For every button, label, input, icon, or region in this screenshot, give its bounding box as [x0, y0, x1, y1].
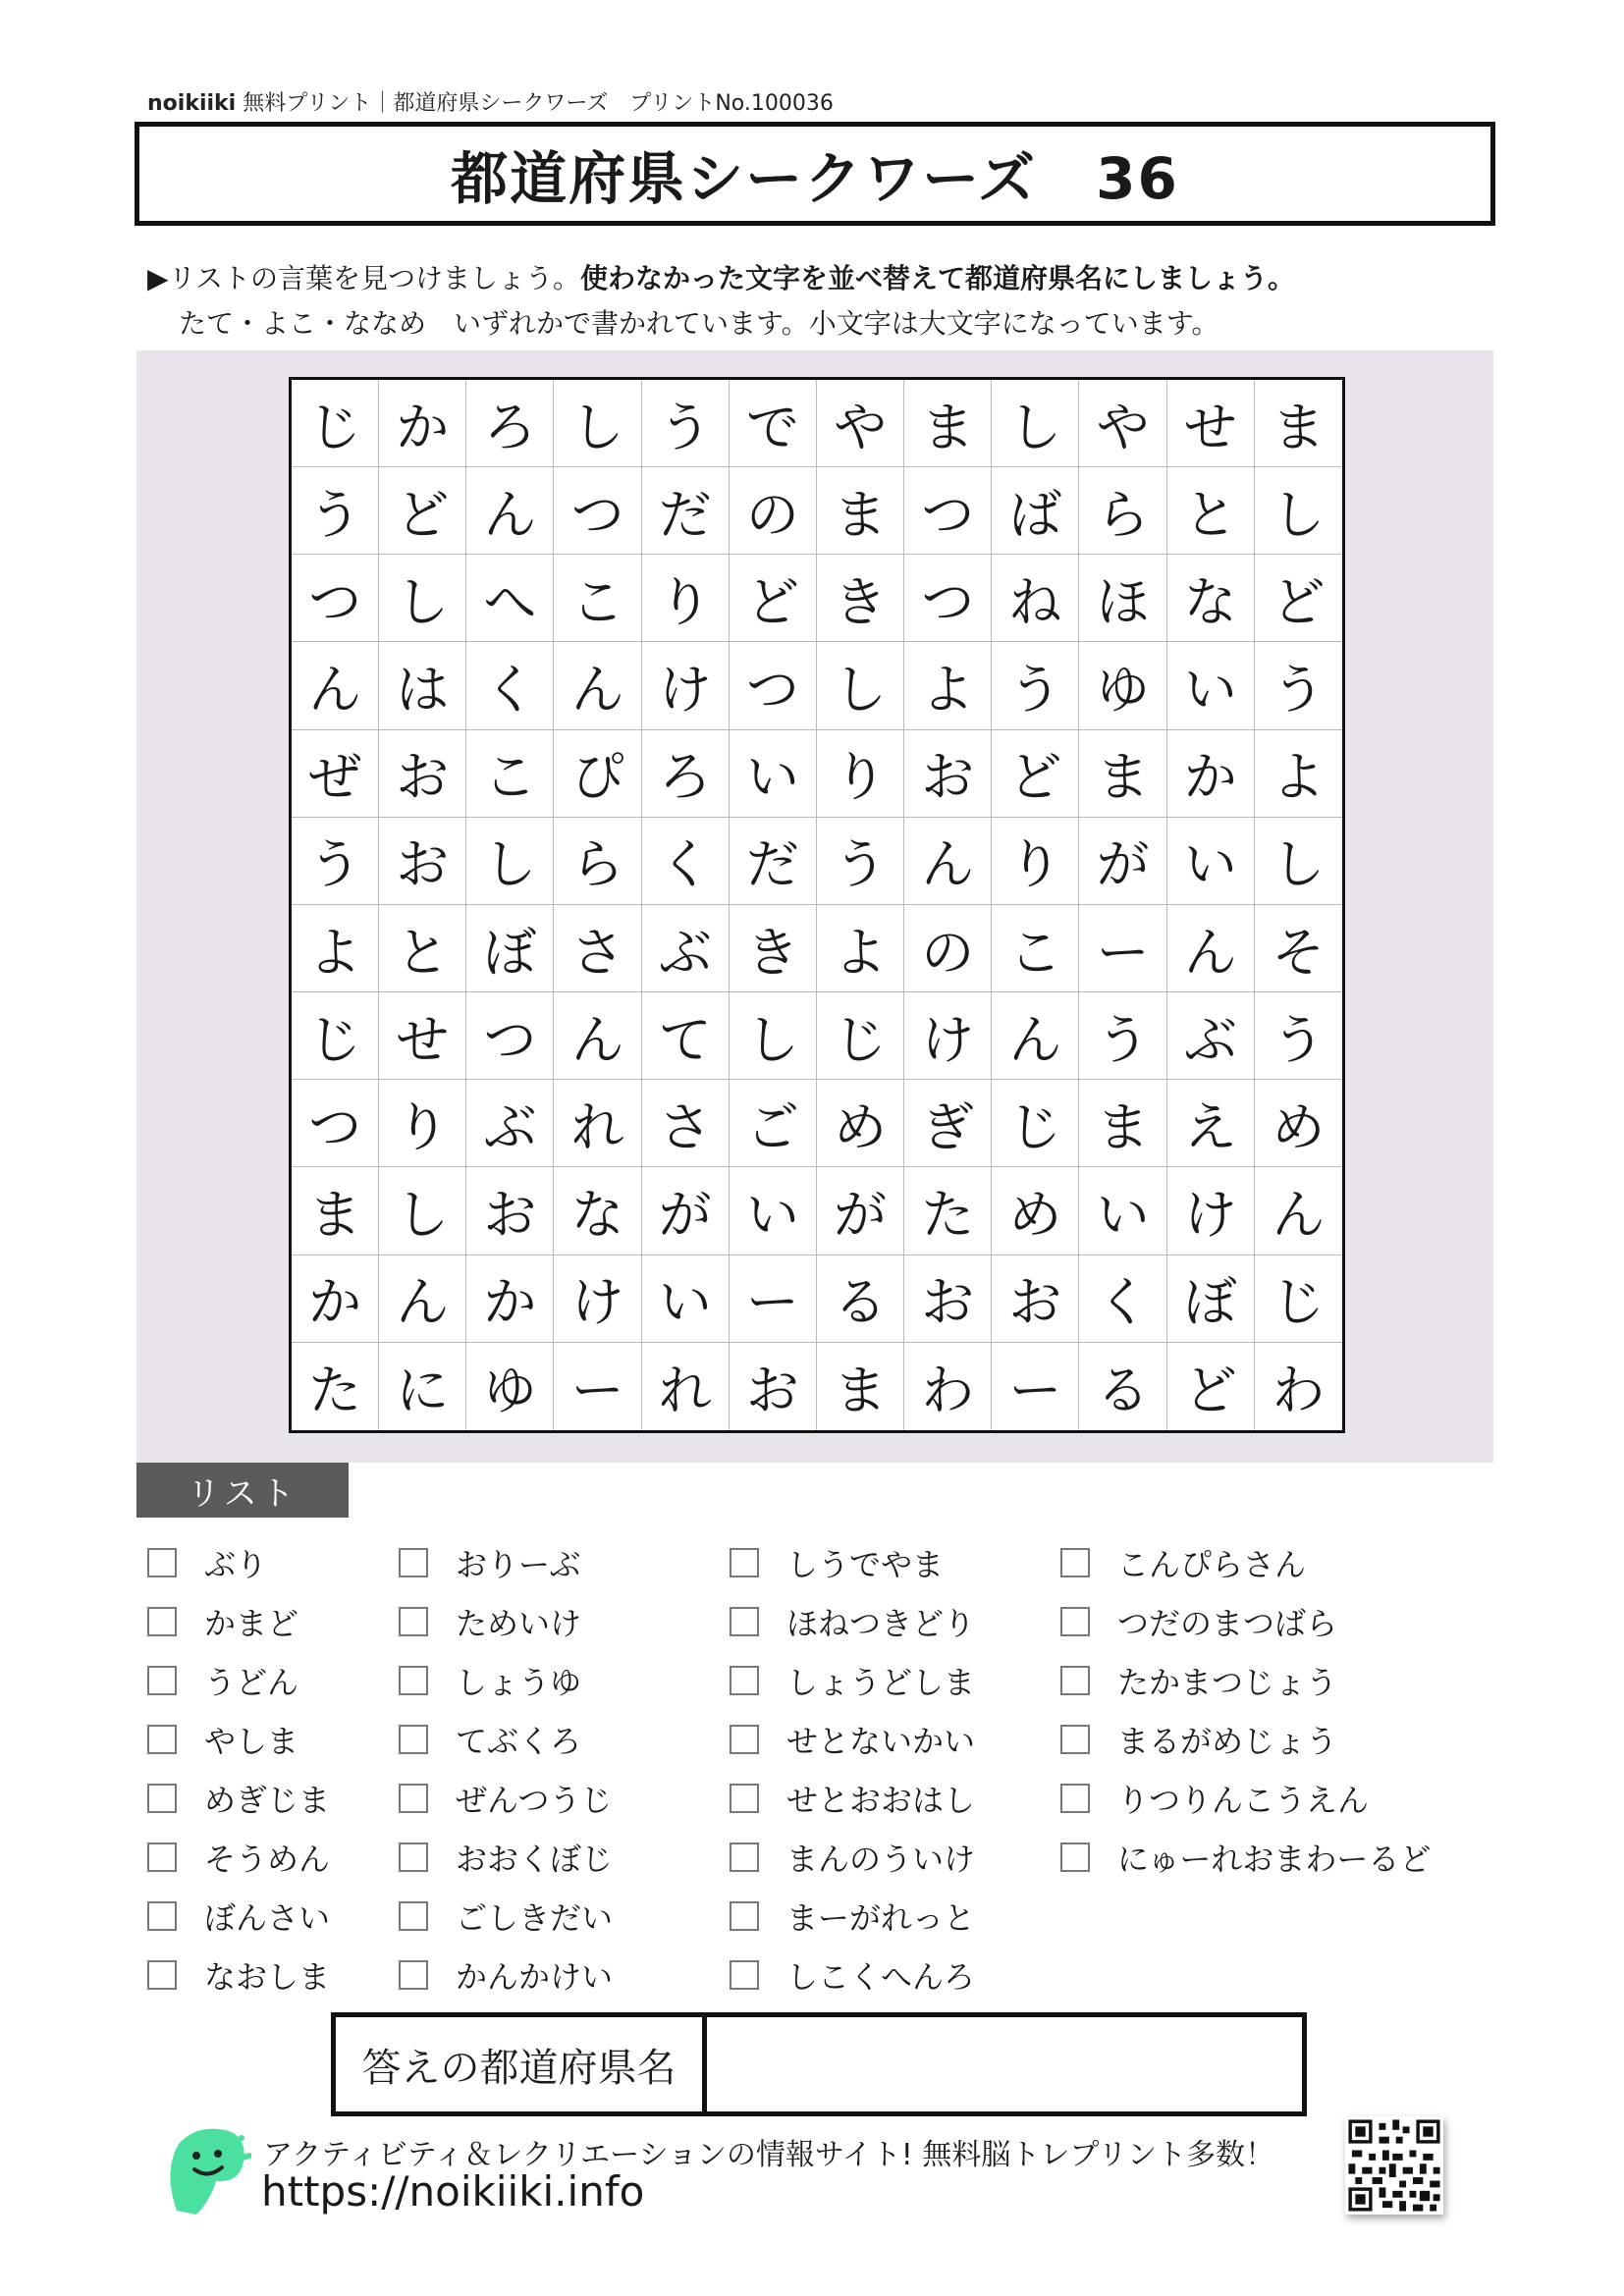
brand-name: noikiiki [147, 91, 237, 116]
grid-cell: お [379, 730, 466, 818]
grid-cell: ん [904, 818, 992, 905]
list-item [730, 1592, 975, 1651]
grid-cell: ま [292, 1167, 379, 1255]
grid-cell: と [379, 905, 466, 992]
grid-cell: ぜ [292, 730, 379, 818]
qr-code-icon [1345, 2116, 1443, 2215]
grid-cell: れ [554, 1080, 641, 1167]
list-item [399, 1651, 613, 1710]
grid-cell: か [466, 1255, 554, 1343]
grid-cell: な [1167, 555, 1255, 642]
list-word: やしま [204, 1723, 299, 1760]
list-word: てぶくろ [456, 1723, 582, 1760]
list-item [730, 1887, 975, 1946]
list-item [399, 1946, 613, 2004]
instruction-bold: 使わなかった文字を並べ替えて都道府県名にしましょう。 [579, 262, 1295, 294]
grid-cell: う [642, 380, 730, 467]
grid-cell: や [1079, 380, 1166, 467]
grid-cell: ぴ [554, 730, 641, 818]
grid-cell: け [1167, 1167, 1255, 1255]
checkbox[interactable] [399, 1666, 428, 1695]
list-word: かんかけい [456, 1958, 614, 1996]
checkbox[interactable] [730, 1842, 759, 1872]
answer-box [331, 2012, 1307, 2116]
grid-cell: お [730, 1343, 817, 1430]
grid-cell: ぼ [1167, 1255, 1255, 1343]
checkbox[interactable] [399, 1960, 428, 1990]
word-list-column-1 [147, 1533, 330, 2004]
answer-field[interactable] [707, 2017, 1302, 2111]
grid-cell: よ [292, 905, 379, 992]
list-item [399, 1533, 613, 1592]
grid-cell: が [642, 1167, 730, 1255]
grid-cell: よ [817, 905, 904, 992]
grid-cell: ゆ [466, 1343, 554, 1430]
grid-cell: ぶ [466, 1080, 554, 1167]
checkbox[interactable] [730, 1548, 759, 1577]
grid-cell: の [904, 905, 992, 992]
grid-cell: け [904, 992, 992, 1080]
checkbox[interactable] [399, 1784, 428, 1813]
grid-cell: し [1255, 818, 1342, 905]
list-word: しうでやま [786, 1546, 945, 1583]
grid-cell: り [379, 1080, 466, 1167]
grid-cell: ど [992, 730, 1079, 818]
grid-cell: う [292, 467, 379, 555]
list-word: まーがれっと [786, 1899, 976, 1937]
list-item [399, 1828, 613, 1887]
checkbox[interactable] [1060, 1842, 1090, 1872]
grid-cell: ぶ [642, 905, 730, 992]
grid-cell: い [730, 1167, 817, 1255]
grid-cell: へ [466, 555, 554, 642]
grid-cell: よ [1255, 730, 1342, 818]
list-item [730, 1651, 975, 1710]
list-word: つだのまつばら [1117, 1605, 1338, 1642]
checkbox[interactable] [399, 1548, 428, 1577]
checkbox[interactable] [147, 1842, 177, 1872]
grid-cell: ま [904, 380, 992, 467]
grid-cell: じ [292, 992, 379, 1080]
grid-cell: つ [904, 555, 992, 642]
grid-cell: る [1079, 1343, 1166, 1430]
grid-cell: か [292, 1255, 379, 1343]
list-word: まるがめじょう [1117, 1723, 1338, 1760]
grid-cell: か [379, 380, 466, 467]
checkbox[interactable] [399, 1842, 428, 1872]
list-word: しょうゆ [456, 1664, 582, 1701]
list-item [730, 1946, 975, 2004]
checkbox[interactable] [730, 1725, 759, 1754]
word-list-column-2 [399, 1533, 613, 2004]
grid-cell: い [642, 1255, 730, 1343]
list-word: ぼんさい [204, 1899, 331, 1937]
grid-cell: く [466, 642, 554, 729]
grid-cell: ぶ [1167, 992, 1255, 1080]
list-item [147, 1828, 330, 1887]
checkbox[interactable] [1060, 1607, 1090, 1636]
list-item [147, 1533, 330, 1592]
grid-cell: り [992, 818, 1079, 905]
grid-cell: ん [554, 642, 641, 729]
list-item [399, 1592, 613, 1651]
grid-cell: し [466, 818, 554, 905]
checkbox[interactable] [730, 1607, 759, 1636]
grid-cell: い [1079, 1167, 1166, 1255]
list-item [1060, 1769, 1431, 1828]
grid-cell: ん [466, 467, 554, 555]
grid-cell: た [292, 1343, 379, 1430]
checkbox[interactable] [730, 1960, 759, 1990]
list-item [730, 1828, 975, 1887]
grid-cell: お [904, 1255, 992, 1343]
list-word: ぶり [204, 1546, 268, 1583]
list-word: ためいけ [456, 1605, 582, 1642]
checkbox[interactable] [147, 1725, 177, 1754]
grid-cell: り [642, 555, 730, 642]
list-word: そうめん [204, 1841, 331, 1878]
grid-cell: ー [554, 1343, 641, 1430]
checkbox[interactable] [147, 1607, 177, 1636]
list-word: りつりんこうえん [1117, 1782, 1370, 1819]
grid-cell: で [730, 380, 817, 467]
grid-cell: う [992, 642, 1079, 729]
grid-cell: ら [554, 818, 641, 905]
grid-cell: し [730, 992, 817, 1080]
list-word: まんのういけ [786, 1841, 976, 1878]
grid-cell: は [379, 642, 466, 729]
grid-cell: り [817, 730, 904, 818]
grid-cell: く [642, 818, 730, 905]
grid-cell: ん [292, 642, 379, 729]
checkbox[interactable] [399, 1607, 428, 1636]
list-item [730, 1710, 975, 1769]
grid-cell: ゆ [1079, 642, 1166, 729]
list-item [147, 1946, 330, 2004]
grid-cell: ど [1255, 555, 1342, 642]
grid-cell: じ [1255, 1255, 1342, 1343]
grid-cell: ど [1167, 1343, 1255, 1430]
grid-cell: ご [730, 1080, 817, 1167]
grid-cell: ら [1079, 467, 1166, 555]
grid-cell: う [292, 818, 379, 905]
word-list-column-3 [730, 1533, 975, 2004]
list-word: ぜんつうじ [456, 1782, 613, 1819]
grid-cell: し [379, 1167, 466, 1255]
list-heading: リスト [136, 1463, 349, 1518]
grid-cell: だ [642, 467, 730, 555]
word-search-grid [289, 377, 1345, 1433]
grid-cell: じ [992, 1080, 1079, 1167]
grid-cell: れ [642, 1343, 730, 1430]
grid-cell: ま [817, 1343, 904, 1430]
grid-cell: こ [466, 730, 554, 818]
noikiiki-logo-icon [157, 2122, 251, 2216]
grid-cell: や [817, 380, 904, 467]
grid-cell: し [1255, 467, 1342, 555]
footer-tagline: アクティビティ＆レクリエーションの情報サイト! 無料脳トレプリント多数！ [263, 2138, 1275, 2172]
page-title: 都道府県シークワーズ 36 [451, 145, 1179, 212]
grid-cell: ま [1079, 730, 1166, 818]
grid-cell: し [554, 380, 641, 467]
grid-cell: わ [904, 1343, 992, 1430]
checkbox[interactable] [147, 1548, 177, 1577]
grid-cell: ー [730, 1255, 817, 1343]
grid-cell: に [379, 1343, 466, 1430]
grid-cell: ほ [1079, 555, 1166, 642]
grid-cell: け [642, 642, 730, 729]
list-word: かまど [204, 1605, 299, 1642]
grid-cell: の [730, 467, 817, 555]
grid-cell: け [554, 1255, 641, 1343]
list-word: せとおおはし [786, 1782, 976, 1819]
grid-cell: め [992, 1167, 1079, 1255]
list-item [730, 1769, 975, 1828]
grid-cell: つ [292, 555, 379, 642]
grid-cell: せ [379, 992, 466, 1080]
grid-cell: う [1255, 642, 1342, 729]
grid-cell: つ [730, 642, 817, 729]
list-item [147, 1710, 330, 1769]
grid-cell: ん [379, 1255, 466, 1343]
grid-cell: せ [1167, 380, 1255, 467]
print-number: 無料プリント｜都道府県シークワーズ プリントNo.100036 [236, 91, 834, 116]
list-word: おおくぼじ [456, 1841, 614, 1878]
checkbox[interactable] [1060, 1784, 1090, 1813]
list-item [1060, 1592, 1431, 1651]
checkbox[interactable] [147, 1666, 177, 1695]
grid-cell: そ [1255, 905, 1342, 992]
grid-cell: し [817, 642, 904, 729]
checkbox[interactable] [399, 1725, 428, 1754]
checkbox[interactable] [730, 1901, 759, 1931]
grid-cell: ぼ [466, 905, 554, 992]
grid-cell: ん [992, 992, 1079, 1080]
grid-cell: ー [992, 1343, 1079, 1430]
grid-cell: だ [730, 818, 817, 905]
grid-cell: う [1255, 992, 1342, 1080]
instruction-prefix: ▶リストの言葉を見つけましょう。 [147, 262, 580, 294]
list-word: たかまつじょう [1117, 1664, 1338, 1701]
footer-url[interactable]: https://noikiiki.info [261, 2167, 645, 2216]
grid-cell: つ [466, 992, 554, 1080]
grid-cell: き [730, 905, 817, 992]
grid-cell: よ [904, 642, 992, 729]
grid-cell: こ [554, 555, 641, 642]
grid-cell: ろ [466, 380, 554, 467]
grid-cell: ん [1167, 905, 1255, 992]
grid-cell: し [379, 555, 466, 642]
list-item [399, 1887, 613, 1946]
grid-cell: ま [1255, 380, 1342, 467]
list-word: にゅーれおまわーるど [1117, 1841, 1432, 1878]
list-item [1060, 1651, 1431, 1710]
list-item [730, 1533, 975, 1592]
print-header [147, 86, 834, 117]
list-item [399, 1710, 613, 1769]
checkbox[interactable] [147, 1901, 177, 1931]
grid-cell: つ [904, 467, 992, 555]
grid-cell: ん [1255, 1167, 1342, 1255]
grid-cell: お [379, 818, 466, 905]
grid-cell: ん [554, 992, 641, 1080]
list-word: おりーぶ [456, 1546, 581, 1583]
grid-cell: な [554, 1167, 641, 1255]
grid-cell: ぎ [904, 1080, 992, 1167]
grid-cell: き [817, 555, 904, 642]
list-word: しこくへんろ [786, 1958, 976, 1996]
grid-cell: え [1167, 1080, 1255, 1167]
grid-cell: が [817, 1167, 904, 1255]
grid-cell: ろ [642, 730, 730, 818]
grid-cell: い [730, 730, 817, 818]
grid-cell: じ [292, 380, 379, 467]
list-word: なおしま [204, 1958, 331, 1996]
grid-cell: さ [554, 905, 641, 992]
list-item [147, 1651, 330, 1710]
grid-cell: つ [292, 1080, 379, 1167]
grid-cell: お [992, 1255, 1079, 1343]
list-word: うどん [204, 1664, 299, 1701]
list-item [1060, 1828, 1431, 1887]
grid-cell: ー [1079, 905, 1166, 992]
grid-cell: め [1255, 1080, 1342, 1167]
grid-cell: ま [817, 467, 904, 555]
answer-label: 答えの都道府県名 [336, 2017, 707, 2111]
grid-cell: か [1167, 730, 1255, 818]
list-item [1060, 1710, 1431, 1769]
grid-cell: る [817, 1255, 904, 1343]
list-word: しょうどしま [786, 1664, 976, 1701]
grid-cell: お [466, 1167, 554, 1255]
grid-cell: と [1167, 467, 1255, 555]
grid-cell: く [1079, 1255, 1166, 1343]
grid-cell: め [817, 1080, 904, 1167]
instruction-line-2: たて・よこ・ななめ いずれかで書かれています。小文字は大文字になっています。 [179, 307, 1219, 340]
checkbox[interactable] [1060, 1548, 1090, 1577]
grid-cell: つ [554, 467, 641, 555]
list-item [1060, 1533, 1431, 1592]
list-word: ほねつきどり [786, 1605, 976, 1642]
checkbox[interactable] [730, 1666, 759, 1695]
checkbox[interactable] [1060, 1666, 1090, 1695]
grid-cell: お [904, 730, 992, 818]
grid-cell: ど [730, 555, 817, 642]
grid-cell: い [1167, 642, 1255, 729]
grid-cell: し [992, 380, 1079, 467]
checkbox[interactable] [147, 1960, 177, 1990]
list-item [399, 1769, 613, 1828]
title-box [135, 122, 1495, 226]
list-item [147, 1887, 330, 1946]
grid-cell: う [817, 818, 904, 905]
grid-cell: が [1079, 818, 1166, 905]
list-word: ごしきだい [456, 1899, 614, 1937]
instruction-line-1 [147, 257, 1295, 296]
grid-cell: ね [992, 555, 1079, 642]
grid-cell: さ [642, 1080, 730, 1167]
grid-cell: わ [1272, 1359, 1326, 1421]
grid-cell: ま [1079, 1080, 1166, 1167]
grid-cell: ど [379, 467, 466, 555]
list-item [147, 1769, 330, 1828]
grid-cell: た [904, 1167, 992, 1255]
grid-cell: て [642, 992, 730, 1080]
word-list-column-4 [1060, 1533, 1431, 1887]
grid-cell: じ [817, 992, 904, 1080]
list-word: めぎじま [204, 1782, 331, 1819]
checkbox[interactable] [399, 1901, 428, 1931]
checkbox[interactable] [147, 1784, 177, 1813]
list-item [147, 1592, 330, 1651]
list-word: せとないかい [786, 1723, 976, 1760]
checkbox[interactable] [730, 1784, 759, 1813]
grid-cell: い [1167, 818, 1255, 905]
grid-cell: う [1079, 992, 1166, 1080]
grid-cell: こ [992, 905, 1079, 992]
checkbox[interactable] [1060, 1725, 1090, 1754]
list-word: こんぴらさん [1117, 1546, 1307, 1583]
grid-cell: ば [992, 467, 1079, 555]
